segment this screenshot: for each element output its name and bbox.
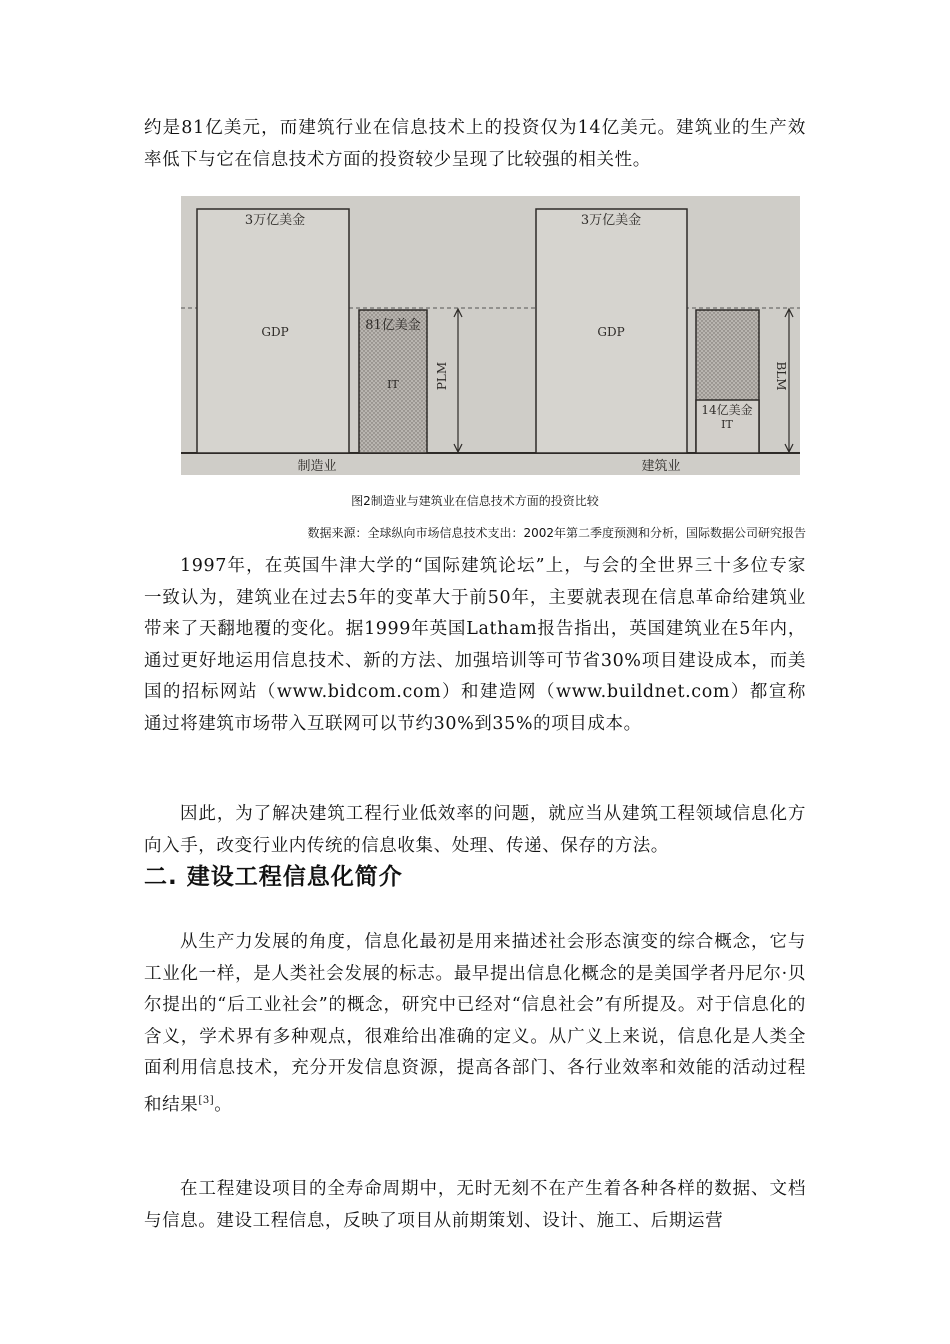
investment-comparison-figure <box>181 196 800 475</box>
right-gdp-value-label: 3万亿美金 <box>580 213 642 228</box>
paragraph-project-lifecycle: 在工程建设项目的全寿命周期中，无时无刻不在产生着各种各样的数据、文档与信息。建设工程信息，反映了项目从前期策划、设计、施工、后期运营 <box>144 1179 806 1231</box>
paragraph-forum-1997: 1997年，在英国牛津大学的“国际建筑论坛”上，与会的全世界三十多位专家一致认为，建筑业在过去5年的变革大于前50年，主要就表现在信息革命给建筑业带来了天翻地覆的变化。据1999年英国Latham报告指出，英国建筑业在5年内，通过更好地运用信息技术、新的方法、加强培训等可节省30%项目建设成本，而美国的招标网站（www.bidcom.com）和建造网（www.buildnet.com）都宣称通过将建筑市场带入互联网可以节约30%到35%的项目成本。 <box>144 556 806 734</box>
figure-caption: 图2制造业与建筑业在信息技术方面的投资比较 <box>351 494 599 508</box>
paragraph-informatization-definition <box>144 927 806 1121</box>
left-gdp-label: GDP <box>261 325 289 339</box>
left-group-label: 制造业 <box>297 459 337 474</box>
figure-diagram <box>181 196 800 475</box>
right-it-value-label: 14亿美金 <box>701 403 753 417</box>
section-heading: 二. 建设工程信息化简介 <box>144 864 403 890</box>
left-it-label: IT <box>387 378 399 391</box>
definition-end: 。 <box>214 1094 233 1115</box>
left-it-value-label: 81亿美金 <box>365 318 421 333</box>
right-gdp-label: GDP <box>597 325 625 339</box>
paragraph-conclusion: 因此，为了解决建筑工程行业低效率的问题，就应当从建筑工程领域信息化方向入手，改变行业内传统的信息收集、处理、传递、保存的方法。 <box>144 804 806 856</box>
citation-ref: [3] <box>198 1094 215 1106</box>
right-it-label: IT <box>721 418 733 431</box>
right-blm-label: BLM <box>774 361 788 391</box>
paragraph-investment-summary: 约是81亿美元，而建筑行业在信息技术上的投资仅为14亿美元。建筑业的生产效率低下与它在信息技术方面的投资较少呈现了比较强的相关性。 <box>144 118 806 170</box>
left-gdp-value-label: 3万亿美金 <box>244 213 306 228</box>
definition-text: 从生产力发展的角度，信息化最初是用来描述社会形态演变的综合概念，它与工业化一样，是人类社会发展的标志。最早提出信息化概念的是美国学者丹尼尔·贝尔提出的“后工业社会”的概念，研究中已经对“信息社会”有所提及。对于信息化的含义，学术界有多种观点，很难给出准确的定义。从广义上来说，信息化是人类全面利用信息技术，充分开发信息资源，提高各部门、各行业效率和效能的活动过程和结果 <box>144 932 806 1115</box>
left-plm-label: PLM <box>435 361 449 391</box>
figure-source: 数据来源：全球纵向市场信息技术支出：2002年第二季度预测和分析，国际数据公司研究报告 <box>307 526 806 540</box>
right-group-label: 建筑业 <box>641 459 681 474</box>
